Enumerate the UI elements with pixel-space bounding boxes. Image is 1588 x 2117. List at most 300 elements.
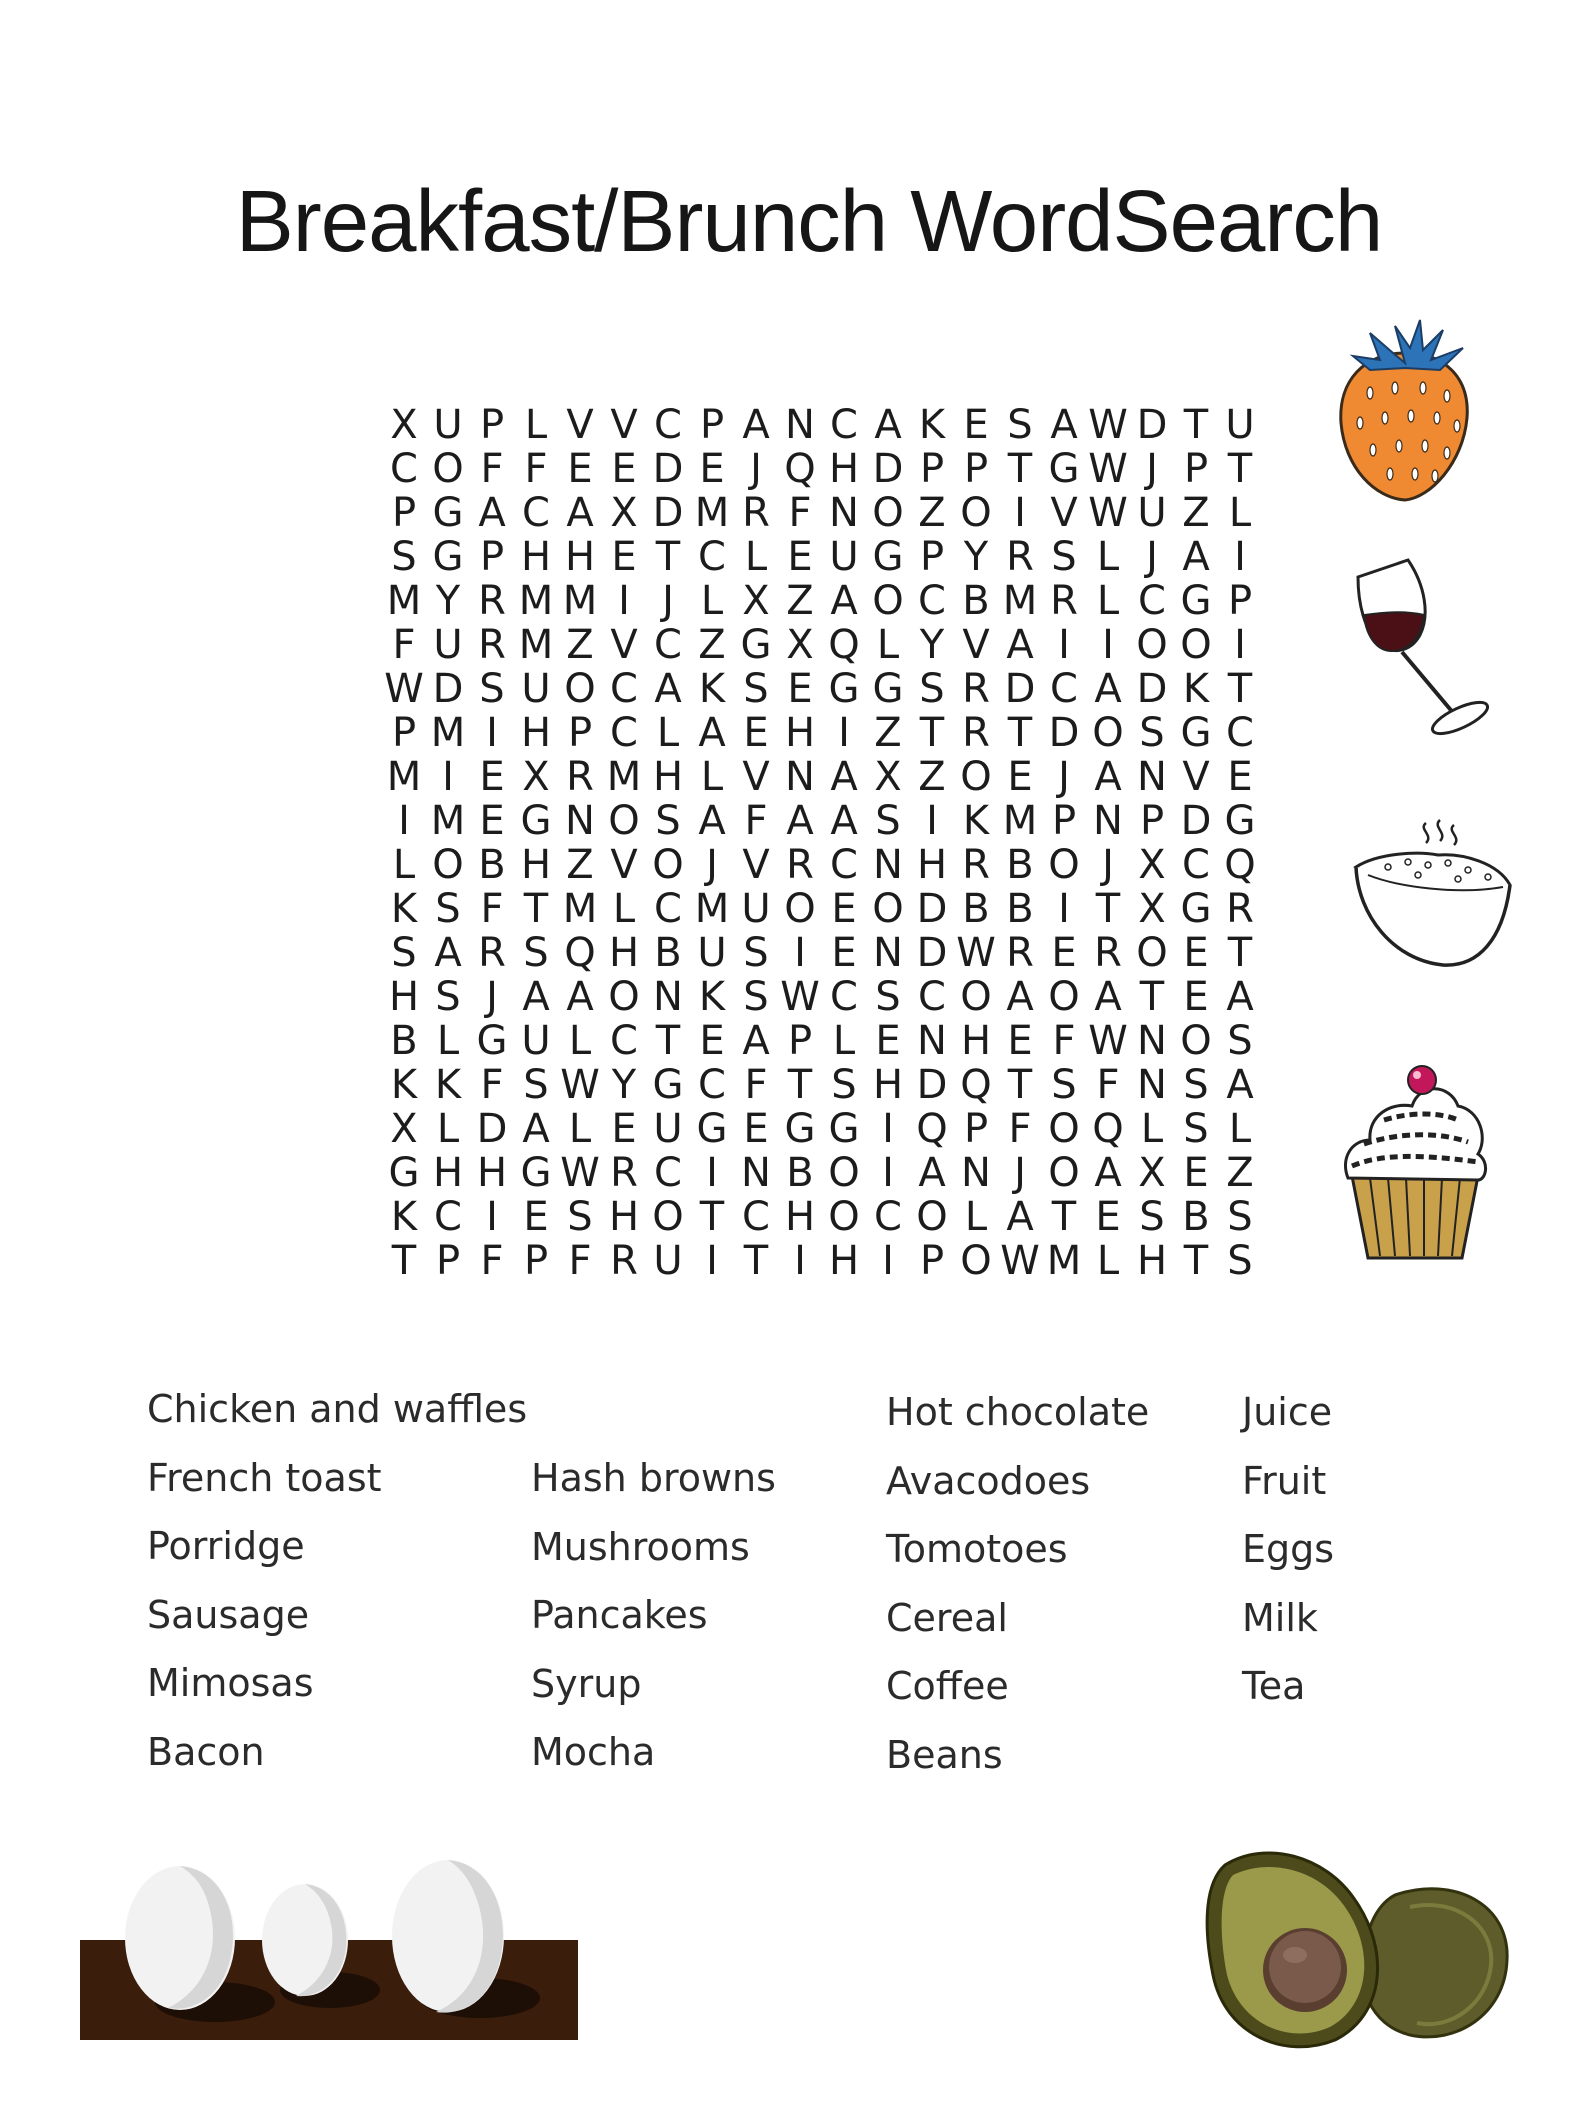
grid-letter[interactable]: K bbox=[698, 974, 726, 1020]
grid-letter[interactable]: T bbox=[699, 1194, 725, 1240]
grid-letter[interactable]: Q bbox=[960, 1062, 992, 1108]
grid-letter[interactable]: V bbox=[1050, 490, 1078, 536]
grid-letter[interactable]: A bbox=[1226, 1062, 1254, 1108]
grid-letter[interactable]: E bbox=[787, 534, 813, 580]
grid-letter[interactable]: O bbox=[872, 886, 904, 932]
grid-letter[interactable]: M bbox=[562, 578, 598, 624]
grid-letter[interactable]: V bbox=[610, 622, 638, 668]
grid-letter[interactable]: K bbox=[434, 1062, 462, 1108]
grid-letter[interactable]: I bbox=[882, 1150, 894, 1196]
grid-letter[interactable]: E bbox=[699, 446, 725, 492]
grid-letter[interactable]: P bbox=[391, 710, 417, 756]
grid-letter[interactable]: U bbox=[829, 534, 859, 580]
grid-letter[interactable]: I bbox=[882, 1238, 894, 1284]
grid-letter[interactable]: R bbox=[478, 930, 506, 976]
grid-letter[interactable]: O bbox=[960, 974, 992, 1020]
grid-letter[interactable]: S bbox=[875, 798, 901, 844]
grid-letter[interactable]: P bbox=[523, 1238, 549, 1284]
grid-letter[interactable]: D bbox=[1048, 710, 1080, 756]
grid-letter[interactable]: A bbox=[566, 490, 594, 536]
grid-letter[interactable]: C bbox=[742, 1194, 770, 1240]
grid-letter[interactable]: C bbox=[654, 1150, 682, 1196]
grid-letter[interactable]: O bbox=[1092, 710, 1124, 756]
grid-letter[interactable]: O bbox=[960, 1238, 992, 1284]
grid-letter[interactable]: M bbox=[1002, 798, 1038, 844]
grid-letter[interactable]: H bbox=[388, 974, 420, 1020]
grid-letter[interactable]: I bbox=[794, 930, 806, 976]
grid-letter[interactable]: A bbox=[1094, 974, 1122, 1020]
grid-letter[interactable]: B bbox=[1182, 1194, 1210, 1240]
grid-letter[interactable]: Z bbox=[874, 710, 902, 756]
grid-letter[interactable]: S bbox=[743, 930, 769, 976]
grid-letter[interactable]: L bbox=[700, 578, 724, 624]
grid-letter[interactable]: Z bbox=[566, 622, 594, 668]
grid-letter[interactable]: N bbox=[829, 490, 859, 536]
grid-letter[interactable]: I bbox=[1102, 622, 1114, 668]
grid-letter[interactable]: A bbox=[698, 710, 726, 756]
grid-letter[interactable]: Q bbox=[916, 1106, 948, 1152]
grid-letter[interactable]: L bbox=[744, 534, 768, 580]
grid-letter[interactable]: H bbox=[520, 534, 552, 580]
grid-letter[interactable]: P bbox=[787, 1018, 813, 1064]
grid-letter[interactable]: R bbox=[478, 578, 506, 624]
grid-letter[interactable]: A bbox=[478, 490, 506, 536]
grid-letter[interactable]: N bbox=[917, 1018, 947, 1064]
grid-letter[interactable]: M bbox=[1002, 578, 1038, 624]
grid-letter[interactable]: A bbox=[918, 1150, 946, 1196]
grid-letter[interactable]: X bbox=[1138, 1150, 1166, 1196]
grid-letter[interactable]: G bbox=[520, 1150, 552, 1196]
grid-letter[interactable]: I bbox=[1234, 622, 1246, 668]
grid-letter[interactable]: H bbox=[476, 1150, 508, 1196]
grid-letter[interactable]: P bbox=[963, 446, 989, 492]
grid-letter[interactable]: W bbox=[1088, 446, 1128, 492]
grid-letter[interactable]: O bbox=[564, 666, 596, 712]
grid-letter[interactable]: D bbox=[432, 666, 464, 712]
grid-letter[interactable]: R bbox=[742, 490, 770, 536]
grid-letter[interactable]: E bbox=[699, 1018, 725, 1064]
grid-letter[interactable]: E bbox=[787, 666, 813, 712]
grid-letter[interactable]: Y bbox=[611, 1062, 637, 1108]
grid-letter[interactable]: O bbox=[652, 842, 684, 888]
grid-letter[interactable]: S bbox=[1227, 1194, 1253, 1240]
grid-letter[interactable]: C bbox=[610, 666, 638, 712]
grid-letter[interactable]: O bbox=[784, 886, 816, 932]
grid-letter[interactable]: L bbox=[832, 1018, 856, 1064]
grid-letter[interactable]: P bbox=[1051, 798, 1077, 844]
grid-letter[interactable]: M bbox=[430, 710, 466, 756]
grid-letter[interactable]: M bbox=[694, 886, 730, 932]
grid-letter[interactable]: P bbox=[435, 1238, 461, 1284]
grid-letter[interactable]: R bbox=[610, 1150, 638, 1196]
grid-letter[interactable]: I bbox=[442, 754, 454, 800]
grid-letter[interactable]: C bbox=[918, 578, 946, 624]
grid-letter[interactable]: F bbox=[480, 446, 504, 492]
grid-letter[interactable]: E bbox=[1007, 1018, 1033, 1064]
grid-letter[interactable]: V bbox=[610, 842, 638, 888]
grid-letter[interactable]: U bbox=[433, 622, 463, 668]
grid-letter[interactable]: O bbox=[872, 490, 904, 536]
grid-letter[interactable]: G bbox=[872, 534, 904, 580]
grid-letter[interactable]: L bbox=[700, 754, 724, 800]
grid-letter[interactable]: S bbox=[479, 666, 505, 712]
grid-letter[interactable]: S bbox=[743, 666, 769, 712]
grid-letter[interactable]: L bbox=[392, 842, 416, 888]
grid-letter[interactable]: B bbox=[1006, 886, 1034, 932]
grid-letter[interactable]: Y bbox=[963, 534, 989, 580]
grid-letter[interactable]: A bbox=[1094, 666, 1122, 712]
grid-letter[interactable]: V bbox=[962, 622, 990, 668]
grid-letter[interactable]: P bbox=[699, 402, 725, 448]
grid-letter[interactable]: O bbox=[432, 842, 464, 888]
grid-letter[interactable]: U bbox=[653, 1238, 683, 1284]
grid-letter[interactable]: A bbox=[742, 402, 770, 448]
grid-letter[interactable]: F bbox=[480, 1062, 504, 1108]
grid-letter[interactable]: T bbox=[919, 710, 945, 756]
grid-letter[interactable]: L bbox=[964, 1194, 988, 1240]
grid-letter[interactable]: M bbox=[518, 578, 554, 624]
grid-letter[interactable]: R bbox=[962, 842, 990, 888]
grid-letter[interactable]: S bbox=[567, 1194, 593, 1240]
grid-letter[interactable]: N bbox=[565, 798, 595, 844]
grid-letter[interactable]: A bbox=[1050, 402, 1078, 448]
grid-letter[interactable]: W bbox=[1088, 402, 1128, 448]
grid-letter[interactable]: T bbox=[1007, 710, 1033, 756]
grid-letter[interactable]: S bbox=[875, 974, 901, 1020]
grid-letter[interactable]: C bbox=[830, 402, 858, 448]
grid-letter[interactable]: T bbox=[1007, 1062, 1033, 1108]
grid-letter[interactable]: Z bbox=[566, 842, 594, 888]
grid-letter[interactable]: H bbox=[520, 710, 552, 756]
grid-letter[interactable]: E bbox=[743, 1106, 769, 1152]
grid-letter[interactable]: C bbox=[654, 886, 682, 932]
grid-letter[interactable]: E bbox=[611, 1106, 637, 1152]
grid-letter[interactable]: P bbox=[1139, 798, 1165, 844]
grid-letter[interactable]: S bbox=[523, 930, 549, 976]
grid-letter[interactable]: N bbox=[1137, 1062, 1167, 1108]
grid-letter[interactable]: X bbox=[522, 754, 550, 800]
grid-letter[interactable]: S bbox=[919, 666, 945, 712]
grid-letter[interactable]: E bbox=[1183, 1150, 1209, 1196]
grid-letter[interactable]: U bbox=[1225, 402, 1255, 448]
grid-letter[interactable]: A bbox=[742, 1018, 770, 1064]
grid-letter[interactable]: G bbox=[828, 1106, 860, 1152]
grid-letter[interactable]: G bbox=[1224, 798, 1256, 844]
grid-letter[interactable]: M bbox=[430, 798, 466, 844]
grid-letter[interactable]: U bbox=[741, 886, 771, 932]
grid-letter[interactable]: I bbox=[838, 710, 850, 756]
grid-letter[interactable]: A bbox=[1094, 1150, 1122, 1196]
grid-letter[interactable]: D bbox=[1136, 666, 1168, 712]
grid-letter[interactable]: J bbox=[1146, 446, 1158, 492]
grid-letter[interactable]: G bbox=[432, 490, 464, 536]
grid-letter[interactable]: N bbox=[741, 1150, 771, 1196]
grid-letter[interactable]: S bbox=[1007, 402, 1033, 448]
grid-letter[interactable]: S bbox=[1227, 1018, 1253, 1064]
grid-letter[interactable]: D bbox=[476, 1106, 508, 1152]
grid-letter[interactable]: E bbox=[963, 402, 989, 448]
grid-letter[interactable]: G bbox=[520, 798, 552, 844]
grid-letter[interactable]: L bbox=[568, 1106, 592, 1152]
grid-letter[interactable]: O bbox=[652, 1194, 684, 1240]
grid-letter[interactable]: D bbox=[916, 930, 948, 976]
grid-letter[interactable]: P bbox=[919, 1238, 945, 1284]
grid-letter[interactable]: E bbox=[1227, 754, 1253, 800]
grid-letter[interactable]: F bbox=[1052, 1018, 1076, 1064]
grid-letter[interactable]: E bbox=[479, 798, 505, 844]
grid-letter[interactable]: X bbox=[1138, 886, 1166, 932]
grid-letter[interactable]: Z bbox=[1226, 1150, 1254, 1196]
grid-letter[interactable]: H bbox=[520, 842, 552, 888]
grid-letter[interactable]: Q bbox=[564, 930, 596, 976]
grid-letter[interactable]: S bbox=[435, 886, 461, 932]
grid-letter[interactable]: T bbox=[1139, 974, 1165, 1020]
grid-letter[interactable]: C bbox=[698, 534, 726, 580]
grid-letter[interactable]: W bbox=[560, 1150, 600, 1196]
grid-letter[interactable]: O bbox=[608, 798, 640, 844]
grid-letter[interactable]: S bbox=[391, 534, 417, 580]
grid-letter[interactable]: A bbox=[566, 974, 594, 1020]
grid-letter[interactable]: F bbox=[1008, 1106, 1032, 1152]
grid-letter[interactable]: T bbox=[1051, 1194, 1077, 1240]
grid-letter[interactable]: G bbox=[740, 622, 772, 668]
grid-letter[interactable]: Z bbox=[786, 578, 814, 624]
grid-letter[interactable]: R bbox=[786, 842, 814, 888]
grid-letter[interactable]: E bbox=[567, 446, 593, 492]
grid-letter[interactable]: G bbox=[1180, 578, 1212, 624]
grid-letter[interactable]: H bbox=[828, 1238, 860, 1284]
grid-letter[interactable]: S bbox=[1183, 1062, 1209, 1108]
grid-letter[interactable]: E bbox=[523, 1194, 549, 1240]
grid-letter[interactable]: O bbox=[608, 974, 640, 1020]
grid-letter[interactable]: P bbox=[479, 534, 505, 580]
grid-letter[interactable]: Q bbox=[828, 622, 860, 668]
grid-letter[interactable]: J bbox=[750, 446, 762, 492]
grid-letter[interactable]: C bbox=[1226, 710, 1254, 756]
grid-letter[interactable]: E bbox=[875, 1018, 901, 1064]
grid-letter[interactable]: T bbox=[1227, 666, 1253, 712]
grid-letter[interactable]: T bbox=[391, 1238, 417, 1284]
grid-letter[interactable]: C bbox=[830, 974, 858, 1020]
grid-letter[interactable]: V bbox=[742, 754, 770, 800]
grid-letter[interactable]: R bbox=[478, 622, 506, 668]
grid-letter[interactable]: M bbox=[562, 886, 598, 932]
grid-letter[interactable]: F bbox=[480, 886, 504, 932]
grid-letter[interactable]: A bbox=[830, 798, 858, 844]
grid-letter[interactable]: I bbox=[706, 1150, 718, 1196]
grid-letter[interactable]: M bbox=[606, 754, 642, 800]
grid-letter[interactable]: B bbox=[962, 886, 990, 932]
grid-letter[interactable]: O bbox=[960, 490, 992, 536]
grid-letter[interactable]: S bbox=[1139, 710, 1165, 756]
grid-letter[interactable]: S bbox=[655, 798, 681, 844]
grid-letter[interactable]: N bbox=[785, 754, 815, 800]
grid-letter[interactable]: T bbox=[743, 1238, 769, 1284]
grid-letter[interactable]: W bbox=[780, 974, 820, 1020]
grid-letter[interactable]: C bbox=[1182, 842, 1210, 888]
grid-letter[interactable]: I bbox=[926, 798, 938, 844]
grid-letter[interactable]: T bbox=[1095, 886, 1121, 932]
grid-letter[interactable]: A bbox=[434, 930, 462, 976]
grid-letter[interactable]: G bbox=[828, 666, 860, 712]
grid-letter[interactable]: I bbox=[1058, 622, 1070, 668]
grid-letter[interactable]: K bbox=[390, 886, 418, 932]
grid-letter[interactable]: N bbox=[785, 402, 815, 448]
grid-letter[interactable]: S bbox=[831, 1062, 857, 1108]
grid-letter[interactable]: O bbox=[1048, 1106, 1080, 1152]
grid-letter[interactable]: O bbox=[1180, 622, 1212, 668]
grid-letter[interactable]: E bbox=[1183, 974, 1209, 1020]
grid-letter[interactable]: W bbox=[560, 1062, 600, 1108]
grid-letter[interactable]: E bbox=[1007, 754, 1033, 800]
grid-letter[interactable]: W bbox=[384, 666, 424, 712]
grid-letter[interactable]: A bbox=[786, 798, 814, 844]
grid-letter[interactable]: H bbox=[784, 1194, 816, 1240]
grid-letter[interactable]: B bbox=[786, 1150, 814, 1196]
grid-letter[interactable]: R bbox=[962, 666, 990, 712]
grid-letter[interactable]: U bbox=[697, 930, 727, 976]
grid-letter[interactable]: R bbox=[962, 710, 990, 756]
grid-letter[interactable]: L bbox=[656, 710, 680, 756]
grid-letter[interactable]: T bbox=[1227, 930, 1253, 976]
grid-letter[interactable]: W bbox=[1088, 1018, 1128, 1064]
grid-letter[interactable]: V bbox=[1182, 754, 1210, 800]
grid-letter[interactable]: J bbox=[486, 974, 498, 1020]
grid-letter[interactable]: D bbox=[652, 446, 684, 492]
grid-letter[interactable]: S bbox=[1051, 534, 1077, 580]
grid-letter[interactable]: L bbox=[612, 886, 636, 932]
grid-letter[interactable]: S bbox=[743, 974, 769, 1020]
grid-letter[interactable]: P bbox=[963, 1106, 989, 1152]
grid-letter[interactable]: S bbox=[523, 1062, 549, 1108]
grid-letter[interactable]: Z bbox=[1182, 490, 1210, 536]
grid-letter[interactable]: X bbox=[390, 1106, 418, 1152]
grid-letter[interactable]: A bbox=[1094, 754, 1122, 800]
grid-letter[interactable]: P bbox=[391, 490, 417, 536]
grid-letter[interactable]: T bbox=[523, 886, 549, 932]
grid-letter[interactable]: T bbox=[1007, 446, 1033, 492]
grid-letter[interactable]: A bbox=[1006, 974, 1034, 1020]
grid-letter[interactable]: L bbox=[436, 1018, 460, 1064]
grid-letter[interactable]: S bbox=[1227, 1238, 1253, 1284]
grid-letter[interactable]: I bbox=[1014, 490, 1026, 536]
grid-letter[interactable]: Y bbox=[435, 578, 461, 624]
grid-letter[interactable]: T bbox=[787, 1062, 813, 1108]
grid-letter[interactable]: K bbox=[918, 402, 946, 448]
grid-letter[interactable]: Q bbox=[1092, 1106, 1124, 1152]
grid-letter[interactable]: C bbox=[1050, 666, 1078, 712]
grid-letter[interactable]: J bbox=[1102, 842, 1114, 888]
grid-letter[interactable]: V bbox=[742, 842, 770, 888]
grid-letter[interactable]: O bbox=[872, 578, 904, 624]
grid-letter[interactable]: L bbox=[1096, 578, 1120, 624]
grid-letter[interactable]: H bbox=[564, 534, 596, 580]
grid-letter[interactable]: O bbox=[1048, 1150, 1080, 1196]
grid-letter[interactable]: W bbox=[1088, 490, 1128, 536]
grid-letter[interactable]: T bbox=[655, 534, 681, 580]
grid-letter[interactable]: O bbox=[1136, 930, 1168, 976]
grid-letter[interactable]: H bbox=[828, 446, 860, 492]
grid-letter[interactable]: H bbox=[784, 710, 816, 756]
grid-letter[interactable]: F bbox=[1096, 1062, 1120, 1108]
grid-letter[interactable]: G bbox=[476, 1018, 508, 1064]
grid-letter[interactable]: R bbox=[1094, 930, 1122, 976]
grid-letter[interactable]: H bbox=[652, 754, 684, 800]
grid-letter[interactable]: Z bbox=[918, 490, 946, 536]
grid-letter[interactable]: F bbox=[744, 798, 768, 844]
grid-letter[interactable]: S bbox=[1183, 1106, 1209, 1152]
grid-letter[interactable]: M bbox=[386, 578, 422, 624]
grid-letter[interactable]: I bbox=[882, 1106, 894, 1152]
grid-letter[interactable]: C bbox=[522, 490, 550, 536]
grid-letter[interactable]: U bbox=[433, 402, 463, 448]
grid-letter[interactable]: P bbox=[479, 402, 505, 448]
grid-letter[interactable]: H bbox=[872, 1062, 904, 1108]
grid-letter[interactable]: E bbox=[611, 534, 637, 580]
grid-letter[interactable]: C bbox=[1138, 578, 1166, 624]
grid-letter[interactable]: A bbox=[1006, 1194, 1034, 1240]
grid-letter[interactable]: O bbox=[828, 1194, 860, 1240]
grid-letter[interactable]: O bbox=[432, 446, 464, 492]
grid-letter[interactable]: R bbox=[610, 1238, 638, 1284]
grid-letter[interactable]: R bbox=[1006, 534, 1034, 580]
grid-letter[interactable]: J bbox=[706, 842, 718, 888]
grid-letter[interactable]: M bbox=[1046, 1238, 1082, 1284]
grid-letter[interactable]: O bbox=[916, 1194, 948, 1240]
grid-letter[interactable]: O bbox=[828, 1150, 860, 1196]
grid-letter[interactable]: R bbox=[1226, 886, 1254, 932]
grid-letter[interactable]: N bbox=[873, 842, 903, 888]
grid-letter[interactable]: N bbox=[1093, 798, 1123, 844]
grid-letter[interactable]: C bbox=[654, 622, 682, 668]
grid-letter[interactable]: G bbox=[1180, 886, 1212, 932]
grid-letter[interactable]: N bbox=[1137, 754, 1167, 800]
grid-letter[interactable]: Q bbox=[1224, 842, 1256, 888]
grid-letter[interactable]: I bbox=[618, 578, 630, 624]
grid-letter[interactable]: V bbox=[566, 402, 594, 448]
grid-letter[interactable]: J bbox=[662, 578, 674, 624]
grid-letter[interactable]: E bbox=[831, 886, 857, 932]
grid-letter[interactable]: X bbox=[786, 622, 814, 668]
grid-letter[interactable]: G bbox=[432, 534, 464, 580]
grid-letter[interactable]: A bbox=[654, 666, 682, 712]
grid-letter[interactable]: O bbox=[960, 754, 992, 800]
grid-letter[interactable]: G bbox=[872, 666, 904, 712]
grid-letter[interactable]: L bbox=[1228, 490, 1252, 536]
grid-letter[interactable]: R bbox=[566, 754, 594, 800]
grid-letter[interactable]: I bbox=[1234, 534, 1246, 580]
grid-letter[interactable]: L bbox=[568, 1018, 592, 1064]
grid-letter[interactable]: R bbox=[1006, 930, 1034, 976]
grid-letter[interactable]: L bbox=[1140, 1106, 1164, 1152]
grid-letter[interactable]: H bbox=[608, 930, 640, 976]
grid-letter[interactable]: U bbox=[521, 666, 551, 712]
grid-letter[interactable]: P bbox=[1227, 578, 1253, 624]
grid-letter[interactable]: J bbox=[1058, 754, 1070, 800]
grid-letter[interactable]: C bbox=[610, 1018, 638, 1064]
grid-letter[interactable]: B bbox=[390, 1018, 418, 1064]
grid-letter[interactable]: X bbox=[1138, 842, 1166, 888]
grid-letter[interactable]: W bbox=[1000, 1238, 1040, 1284]
grid-letter[interactable]: X bbox=[742, 578, 770, 624]
grid-letter[interactable]: I bbox=[706, 1238, 718, 1284]
grid-letter[interactable]: C bbox=[874, 1194, 902, 1240]
grid-letter[interactable]: U bbox=[653, 1106, 683, 1152]
grid-letter[interactable]: C bbox=[434, 1194, 462, 1240]
grid-letter[interactable]: D bbox=[1004, 666, 1036, 712]
grid-letter[interactable]: N bbox=[873, 930, 903, 976]
grid-letter[interactable]: M bbox=[518, 622, 554, 668]
